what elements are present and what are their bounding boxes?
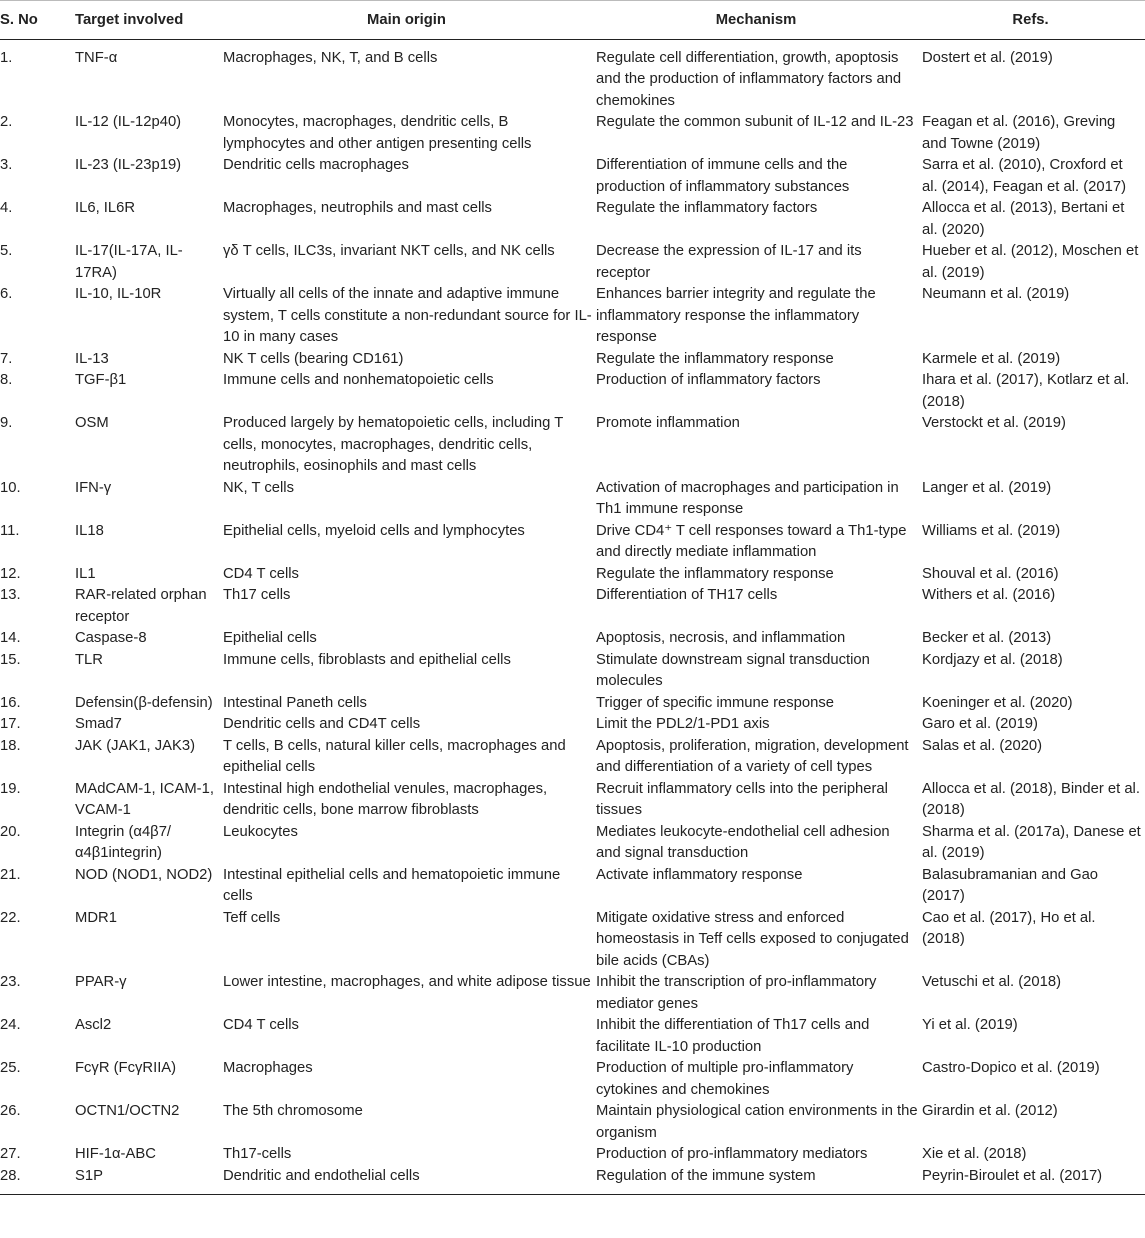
mechanism-cell: Stimulate downstream signal transduction molecules [596, 651, 870, 689]
origin-cell: T cells, B cells, natural killer cells, macrophages and epithelial cells [223, 737, 566, 775]
row-number: 3. [0, 157, 13, 173]
origin-cell: Dendritic cells and CD4T cells [223, 716, 421, 732]
target-cell: FcγR (FcγRIIA) [75, 1060, 177, 1076]
mechanism-cell: Drive CD4⁺ T cell responses toward a Th1-type and directly mediate inflammation [596, 522, 907, 560]
target-cell: Caspase-8 [75, 630, 147, 646]
mechanism-cell: Regulate cell differentiation, growth, apoptosis and the production of inflammatory factors and chemokines [596, 49, 902, 109]
mechanism-cell: Maintain physiological cation environments in the organism [596, 1103, 918, 1141]
refs-cell: Ihara et al. (2017), Kotlarz et al. (2018) [922, 372, 1130, 410]
refs-cell: Garo et al. (2019) [922, 716, 1038, 732]
origin-cell: Teff cells [223, 909, 281, 926]
refs-cell: Cao et al. (2017), Ho et al. (2018) [922, 909, 1096, 947]
header-mechanism: Mechanism [596, 1, 922, 40]
row-number: 8. [0, 372, 13, 388]
mechanism-cell: Production of inflammatory factors [596, 372, 821, 388]
table-row [0, 1166, 1145, 1195]
table-row [0, 1101, 1145, 1144]
target-cell: IL6, IL6R [75, 200, 136, 216]
row-number: 9. [0, 415, 13, 431]
table-row [0, 865, 1145, 908]
target-cell: IL-17(IL-17A, IL-17RA) [75, 243, 183, 281]
table-row [0, 1015, 1145, 1058]
refs-cell: Kordjazy et al. (2018) [922, 651, 1063, 668]
origin-cell: Epithelial cells [223, 630, 317, 646]
refs-cell: Neumann et al. (2019) [922, 286, 1070, 302]
origin-cell: Th17 cells [223, 587, 291, 603]
row-number: 24. [0, 1017, 21, 1033]
target-cell: MAdCAM-1, ICAM-1, VCAM-1 [75, 780, 214, 818]
refs-cell: Sharma et al. (2017a), Danese et al. (2019) [922, 823, 1141, 861]
mechanism-cell: Production of pro-inflammatory mediators [596, 1146, 868, 1162]
table-row [0, 155, 1145, 198]
row-number: 12. [0, 565, 21, 582]
origin-cell: Macrophages [223, 1060, 313, 1076]
row-number: 13. [0, 587, 21, 603]
origin-cell: Macrophages, NK, T, and B cells [223, 49, 438, 66]
table-row [0, 585, 1145, 628]
table-row [0, 779, 1145, 822]
origin-cell: The 5th chromosome [223, 1103, 363, 1119]
refs-cell: Xie et al. (2018) [922, 1146, 1027, 1162]
refs-cell: Vetuschi et al. (2018) [922, 974, 1062, 990]
refs-cell: Withers et al. (2016) [922, 587, 1056, 603]
table-row [0, 241, 1145, 284]
refs-cell: Feagan et al. (2016), Greving and Towne (2019) [922, 114, 1116, 152]
mechanism-cell: Activation of macrophages and participation in Th1 immune response [596, 479, 899, 517]
mechanism-cell: Promote inflammation [596, 415, 740, 431]
mechanism-cell: Inhibit the differentiation of Th17 cells and facilitate IL-10 production [596, 1017, 870, 1055]
refs-cell: Sarra et al. (2010), Croxford et al. (2014), Feagan et al. (2017) [922, 157, 1126, 195]
row-number: 21. [0, 866, 21, 883]
row-number: 15. [0, 651, 21, 668]
refs-cell: Hueber et al. (2012), Moschen et al. (2019) [922, 243, 1139, 281]
mechanism-cell: Recruit inflammatory cells into the peripheral tissues [596, 780, 888, 818]
row-number: 28. [0, 1166, 75, 1195]
table-row [0, 39, 1145, 112]
refs-cell: Karmele et al. (2019) [922, 350, 1061, 367]
refs-cell: Dostert et al. (2019) [922, 49, 1053, 66]
refs-cell: Shouval et al. (2016) [922, 565, 1059, 582]
refs-cell: Williams et al. (2019) [922, 522, 1061, 539]
row-number: 20. [0, 823, 21, 840]
table-row [0, 822, 1145, 865]
mechanism-cell: Regulation of the immune system [596, 1166, 922, 1195]
refs-cell: Salas et al. (2020) [922, 737, 1043, 754]
mechanism-cell: Mitigate oxidative stress and enforced homeostasis in Teff cells exposed to conjugated bile acids (CBAs) [596, 909, 909, 969]
target-cell: HIF-1α-ABC [75, 1146, 156, 1162]
target-cell: Integrin (α4β7/ α4β1integrin) [75, 823, 172, 861]
refs-cell: Balasubramanian and Gao (2017) [922, 866, 1099, 904]
mechanism-cell: Regulate the inflammatory response [596, 565, 834, 582]
row-number: 14. [0, 630, 21, 646]
origin-cell: Virtually all cells of the innate and adaptive immune system, T cells constitute a non-redundant source for IL-10 in many cases [223, 286, 592, 345]
target-cell: JAK (JAK1, JAK3) [75, 737, 196, 754]
target-cell: Smad7 [75, 716, 122, 732]
mechanism-cell: Limit the PDL2/1-PD1 axis [596, 716, 770, 732]
table-row [0, 521, 1145, 564]
origin-cell: Epithelial cells, myeloid cells and lymphocytes [223, 522, 525, 539]
table-row [0, 564, 1145, 586]
table-row [0, 284, 1145, 349]
table-row [0, 198, 1145, 241]
refs-cell: Peyrin-Biroulet et al. (2017) [922, 1166, 1145, 1195]
target-cell: IL-12 (IL-12p40) [75, 114, 182, 130]
target-cell: IL-23 (IL-23p19) [75, 157, 182, 173]
refs-cell: Girardin et al. (2012) [922, 1103, 1058, 1119]
refs-cell: Verstockt et al. (2019) [922, 415, 1066, 431]
refs-cell: Allocca et al. (2018), Binder et al. (2018) [922, 780, 1140, 818]
origin-cell: Produced largely by hematopoietic cells, including T cells, monocytes, macrophages, dendritic cells, neutrophils, eosinophils and mast cells [223, 415, 563, 474]
header-refs: Refs. [922, 1, 1145, 40]
row-number: 18. [0, 737, 21, 754]
target-cell: MDR1 [75, 909, 117, 926]
refs-cell: Allocca et al. (2013), Bertani et al. (2020) [922, 200, 1125, 238]
origin-cell: Intestinal epithelial cells and hematopoietic immune cells [223, 866, 561, 904]
row-number: 25. [0, 1060, 21, 1076]
target-cell: TLR [75, 651, 103, 668]
table-row [0, 370, 1145, 413]
mechanism-cell: Apoptosis, necrosis, and inflammation [596, 630, 846, 646]
mechanism-cell: Regulate the inflammatory response [596, 350, 834, 367]
mechanism-cell: Activate inflammatory response [596, 866, 803, 883]
row-number: 1. [0, 49, 13, 66]
row-number: 23. [0, 974, 21, 990]
header-target: Target involved [75, 1, 223, 40]
header-s-no: S. No [0, 1, 75, 40]
row-number: 26. [0, 1103, 21, 1119]
origin-cell: Dendritic cells macrophages [223, 157, 409, 173]
refs-cell: Yi et al. (2019) [922, 1017, 1018, 1033]
target-cell: IL-10, IL-10R [75, 286, 162, 302]
target-cell: TNF-α [75, 49, 118, 66]
origin-cell: CD4 T cells [223, 1017, 299, 1033]
mechanism-cell: Inhibit the transcription of pro-inflammatory mediator genes [596, 974, 877, 1012]
origin-cell: Immune cells, fibroblasts and epithelial cells [223, 651, 511, 668]
target-cell: RAR-related orphan receptor [75, 587, 207, 625]
table-row [0, 112, 1145, 155]
table-row [0, 478, 1145, 521]
table-row [0, 650, 1145, 693]
origin-cell: Immune cells and nonhematopoietic cells [223, 372, 494, 388]
mechanism-cell: Production of multiple pro-inflammatory cytokines and chemokines [596, 1060, 854, 1098]
origin-cell: Monocytes, macrophages, dendritic cells, B lymphocytes and other antigen presenting cells [223, 114, 532, 152]
target-cell: OCTN1/OCTN2 [75, 1103, 180, 1119]
target-cell: IL-13 [75, 350, 109, 367]
table-row [0, 413, 1145, 478]
row-number: 16. [0, 694, 21, 711]
origin-cell: Intestinal high endothelial venules, macrophages, dendritic cells, bone marrow fibroblasts [223, 780, 548, 818]
table-row [0, 714, 1145, 736]
target-cell: Defensin(β-defensin) [75, 694, 213, 711]
mechanism-cell: Differentiation of immune cells and the production of inflammatory substances [596, 157, 850, 195]
refs-cell: Koeninger et al. (2020) [922, 694, 1073, 711]
target-cell: IFN-γ [75, 479, 112, 496]
mechanism-cell: Differentiation of TH17 cells [596, 587, 778, 603]
target-cell: PPAR-γ [75, 974, 127, 990]
table-row [0, 1058, 1145, 1101]
origin-cell: Macrophages, neutrophils and mast cells [223, 200, 492, 216]
refs-cell: Castro-Dopico et al. (2019) [922, 1060, 1100, 1076]
origin-cell: NK T cells (bearing CD161) [223, 350, 404, 367]
target-cell: NOD (NOD1, NOD2) [75, 866, 213, 883]
row-number: 7. [0, 350, 13, 367]
target-cell: Ascl2 [75, 1017, 112, 1033]
origin-cell: CD4 T cells [223, 565, 299, 582]
table-row [0, 628, 1145, 650]
target-cell: S1P [75, 1166, 223, 1195]
origin-cell: Leukocytes [223, 823, 298, 840]
origin-cell: Lower intestine, macrophages, and white adipose tissue [223, 974, 591, 990]
mechanism-cell: Decrease the expression of IL-17 and its receptor [596, 243, 862, 281]
row-number: 27. [0, 1146, 21, 1162]
row-number: 4. [0, 200, 13, 216]
table-row [0, 972, 1145, 1015]
table-body [0, 39, 1145, 1195]
header-origin: Main origin [223, 1, 596, 40]
mechanism-cell: Regulate the common subunit of IL-12 and IL-23 [596, 114, 914, 130]
row-number: 19. [0, 780, 21, 797]
origin-cell: γδ T cells, ILC3s, invariant NKT cells, and NK cells [223, 243, 555, 259]
row-number: 5. [0, 243, 13, 259]
row-number: 6. [0, 286, 13, 302]
origin-cell: Th17-cells [223, 1146, 292, 1162]
mechanism-cell: Regulate the inflammatory factors [596, 200, 818, 216]
target-cell: TGF-β1 [75, 372, 127, 388]
row-number: 22. [0, 909, 21, 926]
header-row [0, 1, 1145, 40]
mechanism-cell: Trigger of specific immune response [596, 694, 834, 711]
row-number: 10. [0, 479, 21, 496]
mechanism-cell: Mediates leukocyte-endothelial cell adhesion and signal transduction [596, 823, 890, 861]
refs-cell: Becker et al. (2013) [922, 630, 1052, 646]
mechanism-cell: Apoptosis, proliferation, migration, development and differentiation of a variety of cell types [596, 737, 909, 775]
refs-cell: Langer et al. (2019) [922, 479, 1052, 496]
table-row [0, 908, 1145, 973]
row-number: 17. [0, 716, 21, 732]
table-row [0, 736, 1145, 779]
target-cell: OSM [75, 415, 109, 431]
table-row [0, 693, 1145, 715]
row-number: 11. [0, 522, 20, 539]
origin-cell: Intestinal Paneth cells [223, 694, 367, 711]
origin-cell: NK, T cells [223, 479, 294, 496]
row-number: 2. [0, 114, 13, 130]
target-cell: IL18 [75, 522, 104, 539]
target-cell: IL1 [75, 565, 96, 582]
table-row [0, 349, 1145, 371]
table-row [0, 1144, 1145, 1166]
mechanism-cell: Enhances barrier integrity and regulate the inflammatory response the inflammatory response [596, 286, 876, 345]
origin-cell: Dendritic and endothelial cells [223, 1166, 596, 1195]
